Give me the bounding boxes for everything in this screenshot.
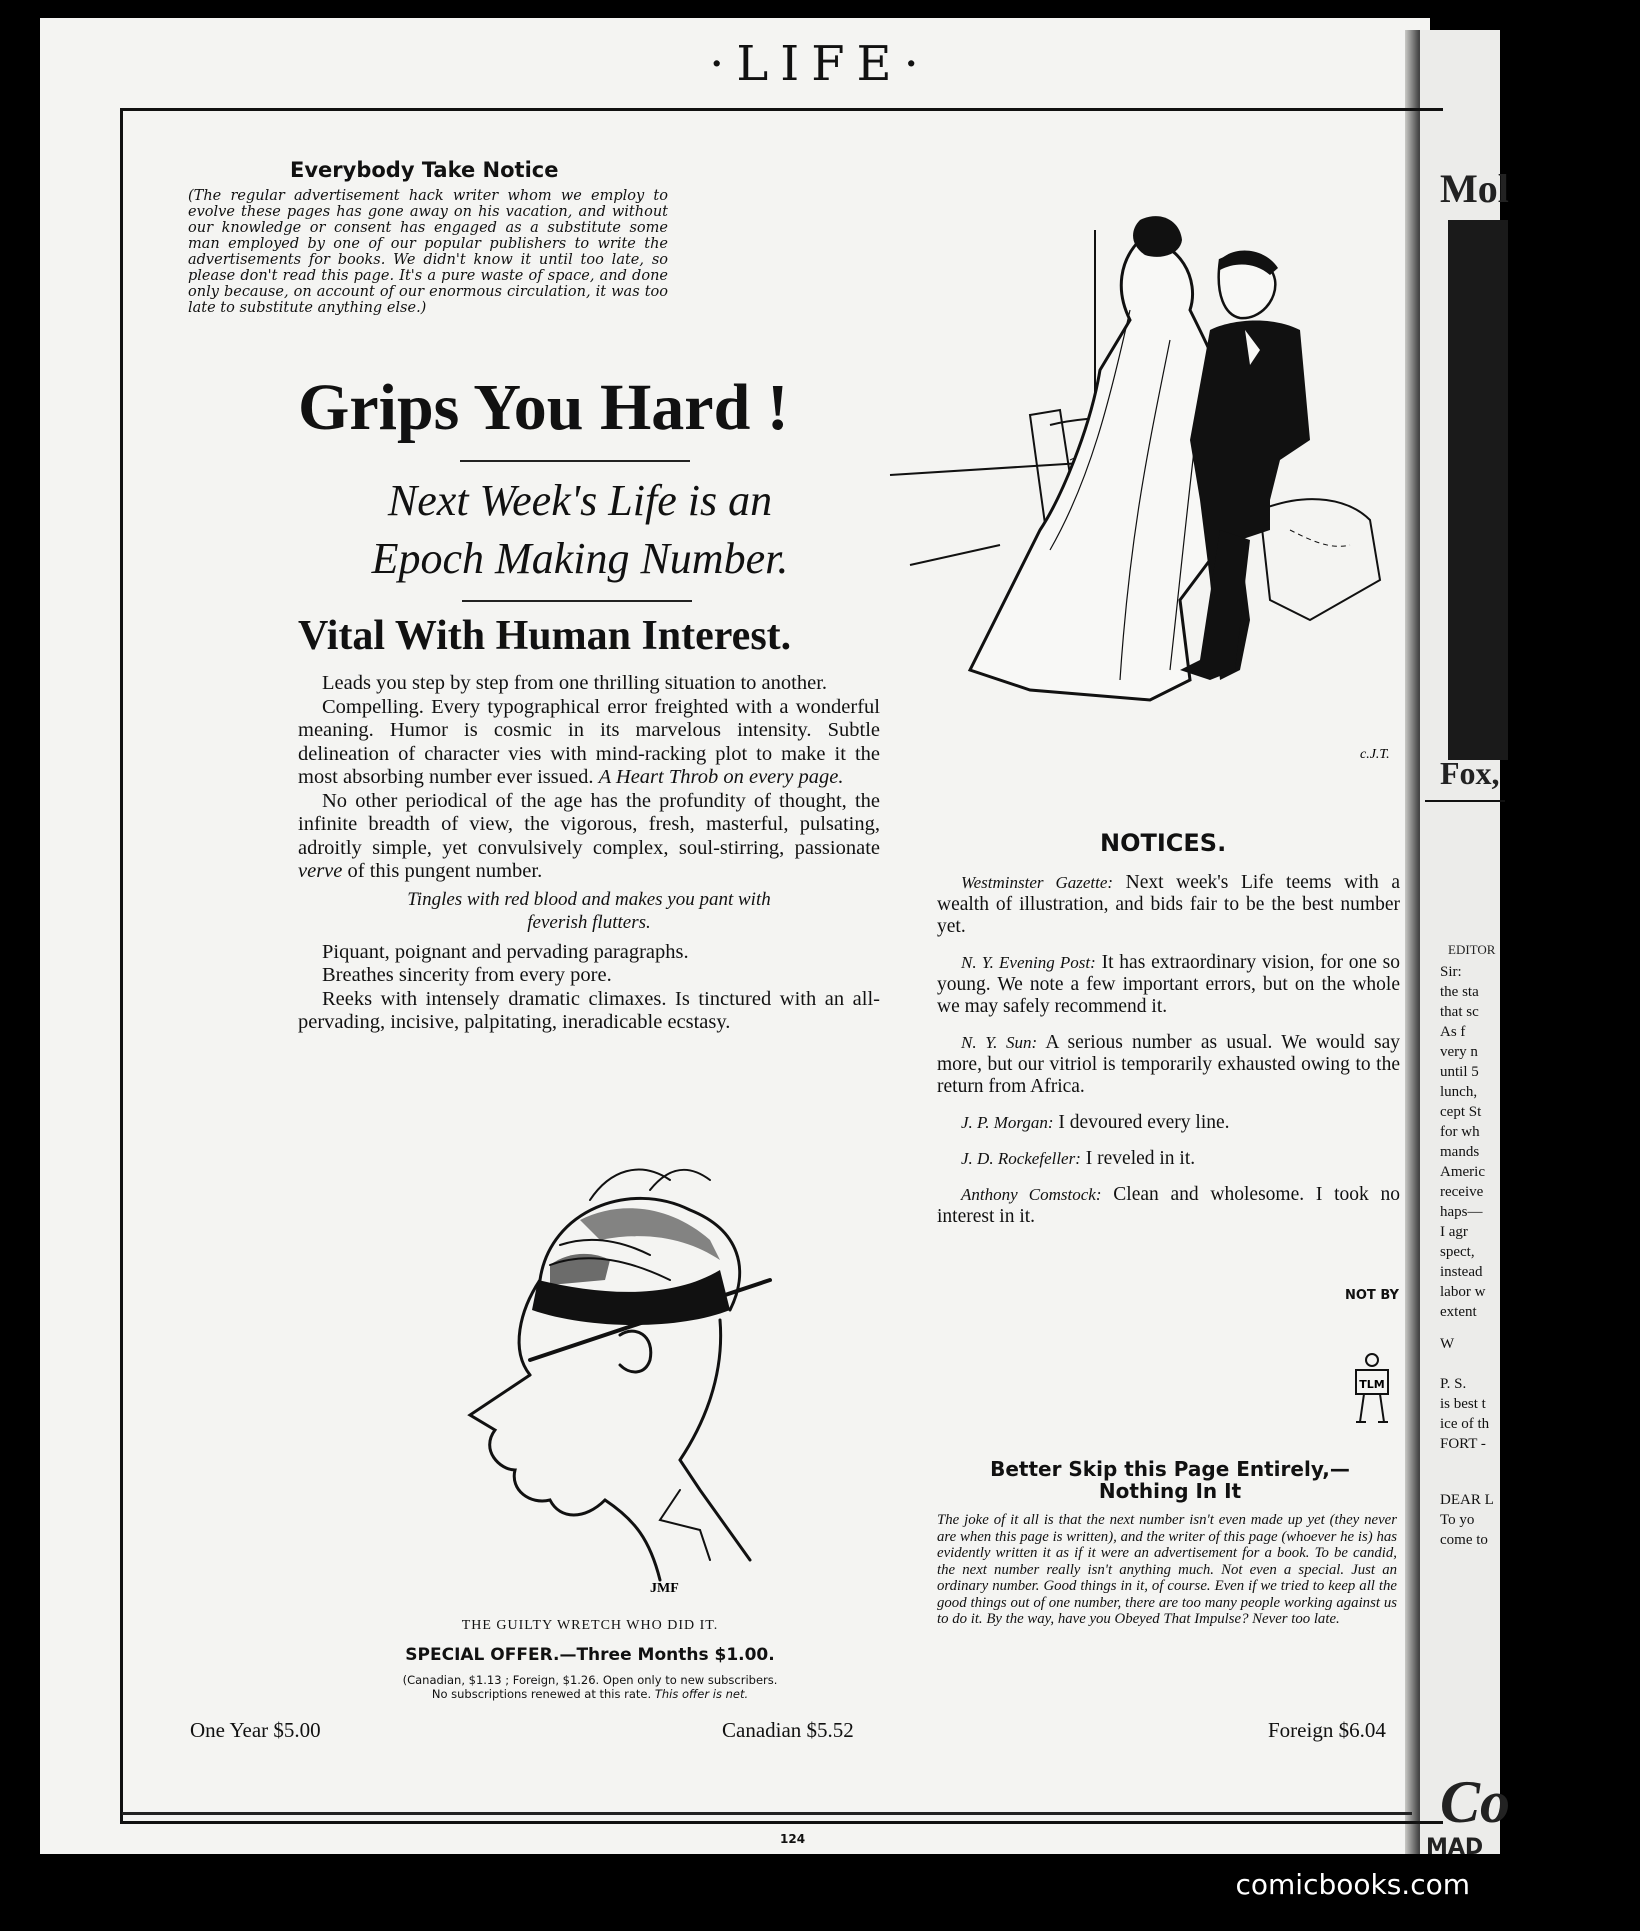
svg-text:TLM: TLM xyxy=(1359,1378,1385,1391)
ad-vital-heading: Vital With Human Interest. xyxy=(298,613,792,659)
ad-paragraph: No other periodical of the age has the profundity of thought, the infinite breadth of view, the vigorous, fresh, masterful, pulsating, adroitly simple, yet convulsively complex, soul-stirring, passionate verve of this pungent number. xyxy=(298,789,880,882)
notice-item: J. P. Morgan: I devoured every line. xyxy=(961,1112,1230,1133)
ad-body xyxy=(298,672,880,1035)
skip-title: Better Skip this Page Entirely,— Nothing In It xyxy=(990,1457,1350,1503)
sketch-signature: JMF xyxy=(650,1581,679,1596)
adjacent-heading: Mol xyxy=(1440,166,1509,211)
emphasis: verve xyxy=(298,860,343,882)
watermark: comicbooks.com xyxy=(1235,1868,1470,1901)
ad-paragraph: Compelling. Every typographical error freighted with a wonderful meaning. Humor is cosmic in its marvelous intensity. Subtle delineation of character vies with mind-racking plot to make it the most absorbing number ever issued. A Heart Throb on every page. xyxy=(298,695,880,788)
ad-subhead xyxy=(300,472,860,588)
ad-paragraph: Breathes sincerity from every pore. xyxy=(322,964,612,986)
page-number: 124 xyxy=(780,1832,806,1846)
skip-body: The joke of it all is that the next number isn't even made up yet (they never are when this page is written), and the writer of this page (whoever he is) has evidently written it as if it were an advertisement for a book. To be candid, the next number really isn't anything much. Not even a special. Just an ordinary number. Good things in it, of course. Even if we tried to keep all the good things out of one number, there are too many people working against us to do it. By the way, have you Obeyed That Impulse? Never too late. xyxy=(937,1512,1397,1627)
divider xyxy=(462,600,692,602)
subhead-line-1: Next Week's Life is an xyxy=(387,476,773,525)
bottom-rule xyxy=(122,1812,1412,1815)
special-offer: SPECIAL OFFER.—Three Months $1.00. xyxy=(405,1645,775,1665)
couple-signature: c.J.T. xyxy=(1360,747,1390,762)
notice-item: N. Y. Sun: A serious number as usual. We would say more, but our vitriol is temporarily exhausted owing to the return from Africa. xyxy=(937,1032,1400,1097)
illustration-caption: THE GUILTY WRETCH WHO DID IT. xyxy=(461,1618,719,1633)
tlm-logo-icon xyxy=(1350,1352,1394,1430)
notice-item: Anthony Comstock: Clean and wholesome. I took no interest in it. xyxy=(937,1184,1401,1227)
adjacent-co: Co xyxy=(1440,1769,1511,1835)
price-canadian: Canadian $5.52 xyxy=(722,1718,854,1742)
notices-list xyxy=(937,872,1400,1242)
not-by-label: NOT BY xyxy=(1345,1288,1399,1303)
ad-paragraph: Reeks with intensely dramatic climaxes. Is tinctured with an all-pervading, incisive, palpitating, ineradicable ecstasy. xyxy=(298,987,880,1033)
adjacent-illustration xyxy=(1448,220,1508,760)
adjacent-editor: EDITOR xyxy=(1448,942,1496,957)
adjacent-text-column: Sir: the sta that sc As f very n until 5 lunch, cept St for wh mands Americ receive haps— I agr spect, instead labor w extent W P. S. is best t ice of th FORT - DEAR L To yo come to xyxy=(1440,964,1494,1548)
notice-item: J. D. Rockefeller: I reveled in it. xyxy=(961,1148,1196,1169)
special-offer-terms: (Canadian, $1.13 ; Foreign, $1.26. Open only to new subscribers. No subscriptions renewed at this rate. This offer is net. xyxy=(402,1673,778,1701)
adjacent-rule xyxy=(1425,800,1505,802)
guilty-wretch-illustration xyxy=(420,1160,800,1600)
adjacent-mad: MAD xyxy=(1426,1835,1484,1860)
adjacent-fox: Fox, xyxy=(1440,755,1500,791)
notices-title: NOTICES. xyxy=(1100,829,1227,857)
subhead-line-2: Epoch Making Number. xyxy=(371,534,789,583)
notice-item: N. Y. Evening Post: It has extraordinary vision, for one so young. We note a few important errors, but on the whole we may safely recommend it. xyxy=(937,952,1401,1017)
ad-paragraph: Piquant, poignant and pervading paragraphs. xyxy=(322,940,689,963)
notice-item: Westminster Gazette: Next week's Life teems with a wealth of illustration, and bids fair to be the best number yet. xyxy=(937,872,1401,937)
ad-headline: Grips You Hard ! xyxy=(298,371,789,444)
ad-paragraph: Leads you step by step from one thrilling situation to another. xyxy=(322,672,828,694)
notice-body: (The regular advertisement hack writer whom we employ to evolve these pages has gone away on his vacation, and without our knowledge or consent has engaged as a substitute some man employed by one of our popular publishers to write the advertisements for books. We didn't know it until too late, so please don't read this page. It's a pure waste of space, and done only because, on account of our enormous circulation, it was too late to substitute anything else.) xyxy=(188,188,668,316)
price-foreign: Foreign $6.04 xyxy=(1268,1718,1386,1742)
notice-title: Everybody Take Notice xyxy=(290,158,559,182)
emphasis: A Heart Throb on every page. xyxy=(598,766,844,788)
price-one-year: One Year $5.00 xyxy=(190,1718,321,1742)
ad-tagline: Tingles with red blood and makes you pant with feverish flutters. xyxy=(407,888,771,933)
magazine-header: ·LIFE· xyxy=(709,36,931,92)
divider xyxy=(460,460,690,462)
couple-on-sofa-illustration xyxy=(890,200,1410,770)
